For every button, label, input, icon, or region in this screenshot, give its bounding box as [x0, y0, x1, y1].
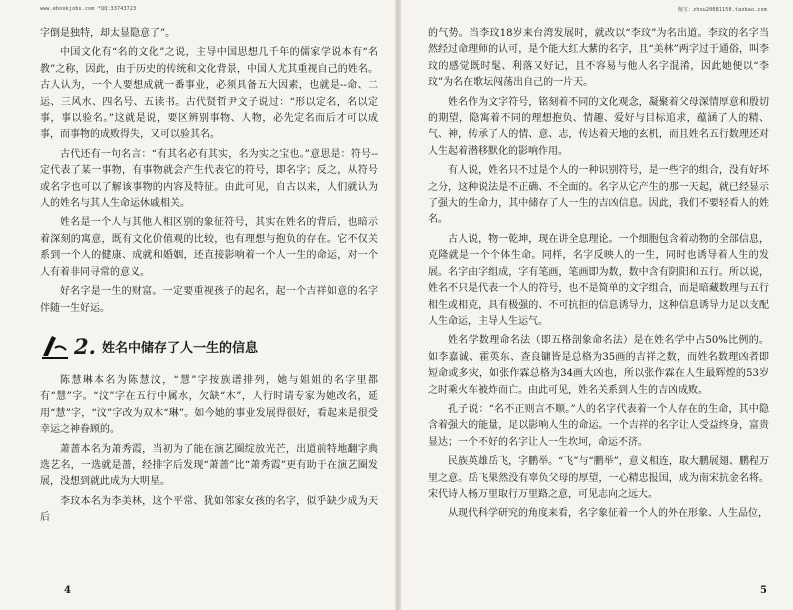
left-page — [0, 0, 396, 610]
page-number: 5 — [760, 585, 767, 596]
paragraph: 李玟本名为李美林，这个平常、犹如邻家女孩的名字，似乎缺少成为天后 — [40, 495, 378, 524]
paragraph: 有人说，姓名只不过是个人的一种识别符号，是一些字的组合，没有好坏之分，这种说法是不正确、不全面的。名字从它产生的那一天起，就已经显示了强大的生命力，其中储存了人一生的吉凶信息。因此，我们不要轻看人的姓名。 — [428, 165, 769, 226]
right-header: 淘宝：zhou20081150.taobao.com — [677, 7, 767, 13]
paragraph: 从现代科学研究的角度来看，名字象征着一个人的外在形象、人生品位， — [448, 508, 768, 520]
paragraph: 姓名作为文字符号，铭刻着不同的文化观念，凝聚着父母深情厚意和殷切的期望，隐寓着不同的理想抱负、情趣、爱好与目标追求，蕴涵了人的精、气、神，传承了人的情、意、志，传达着天地的玄机，而且姓名五行数理还对人生起着潜移默化的影响作用。 — [428, 96, 769, 157]
paragraph: 萧蔷本名为萧秀霞，当初为了能在演艺圈绽放光芒，出道前特地翻字典选艺名，一选就是蔷，经排字后发现“萧蔷”比“萧秀霞”更有助于在演艺圈发展，没想到就此成为大明星。 — [40, 443, 378, 488]
paragraph: 中国文化有“名的文化”之说，主导中国思想几千年的儒家学说本有“名教”之称，因此，由于历史的传统和文化背景，中国人尤其重视自己的姓名。古人认为，一个人要想成就一番事业，必须具备五大因素，也就是--命、二运、三风水、四名号、五读书。古代贤哲尹文子说过：“形以定名，名以定事，事以验名。”这就是说，要区辨别事物、人物，必先定名而后才可以成事，而事物的成败得失，又可以验其名。 — [40, 47, 378, 141]
section-title: 姓名中储存了人一生的信息 — [101, 341, 258, 357]
section-heading — [40, 331, 378, 363]
paragraph: 的气势。当李玟18岁来台湾发展时，就改以“李玟”为名出道。李玟的名字当然经过命理师的认可，是个能大红大紫的名字，且“美林”两字过于通俗，叫李玟的感觉既时髦、利落又好记，且不容易与他人名字混淆，因此她便以“李玟”为名在歌坛闯荡出自己的一片天。 — [428, 28, 769, 89]
paragraph: 陈慧琳本名为陈慧汶，“慧”字按族谱排列，她与姐姐的名字里都有“慧”字。“汶”字在五行中属水，欠缺“木”，人行时请专家为她改名，延用“慧”字，“汶”字改为双木“琳”。如今她的事业发展得很好，看起来是很受幸运之神眷顾的。 — [40, 374, 378, 436]
left-header: www.ebookjobs.com *QQ:33743723 — [40, 6, 137, 12]
section-number: 2. — [74, 334, 96, 360]
pen-icon — [40, 334, 70, 360]
paragraph: 民族英雄岳飞，字鹏举。“飞”与“鹏举”，意义相连，取大鹏展翅、鹏程万里之意。岳飞果然没有辜负父母的厚望，一心精忠报国，成为南宋抗金名将。宋代诗人杨万里取行万里路之意，可见志向之远大。 — [428, 456, 769, 500]
paragraph: 好名字是一生的财富。一定要重视孩子的起名，起一个吉祥如意的名字伴随一生好运。 — [40, 286, 378, 314]
paragraph: 姓名是一个人与其他人相区别的象征符号，其实在姓名的背后，也暗示着深刻的寓意，既有文化价值观的比较，也有理想与抱负的存在。它不仅关系到一个人的健康、成就和婚姻，还直接影响着一个人一生的命运，对一个人有着非同寻常的意义。 — [40, 217, 378, 278]
page-number: 4 — [64, 585, 71, 596]
paragraph: 古代还有一句名言：“有其名必有其实，名为实之宝也。”意思是：符号--定代表了某一事物，有事物就会产生代表它的符号，即名字；反之，从符号或名字也可以了解该事物的内容及特征。由此可见，自古以来，人们就认为人的姓名与其人生命运休戚相关。 — [40, 148, 378, 210]
paragraph: 姓名学数理命名法（即五格剖象命名法）是在姓名学中占50%比例的。如李嘉诚、霍英东、查良镛皆是总格为35画的吉祥之数，而姓名数理凶者即短命或多灾，如张作霖总格为34画大凶也，所以张作霖在人生最辉煌的53岁之时乘火车被炸而亡。由此可见，姓名关系到人生的吉凶成败。 — [428, 335, 769, 396]
paragraph: 孔子说：“名不正则言不顺。”人的名字代表着一个人存在的生命，其中隐含着强大的能量，足以影响人生的命运。一个吉祥的名字让人受益终身，富贵显达；一个不好的名字让人一生坎坷，命运不济。 — [428, 403, 769, 448]
paragraph: 字倒是独特，却太显隐意了”。 — [40, 28, 176, 39]
right-page — [400, 0, 793, 610]
paragraph: 古人说，物一乾坤，现在讲全息理论。一个细胞包含着动物的全部信息，克隆就是一个个体生命。同样，名字反映人的一生，同时也诱导着人生的发展。名字由字组成，字有笔画，笔画即为数，数中含有阴阳和五行。所以说，姓名不只是代表一个人的符号，也不是简单的文字组合，而是暗藏数理与五行相生或相克，具有极强的、不可抗拒的信息诱导力，这种信息诱导力足以支配人生命运，主导人生运气。 — [428, 233, 769, 327]
